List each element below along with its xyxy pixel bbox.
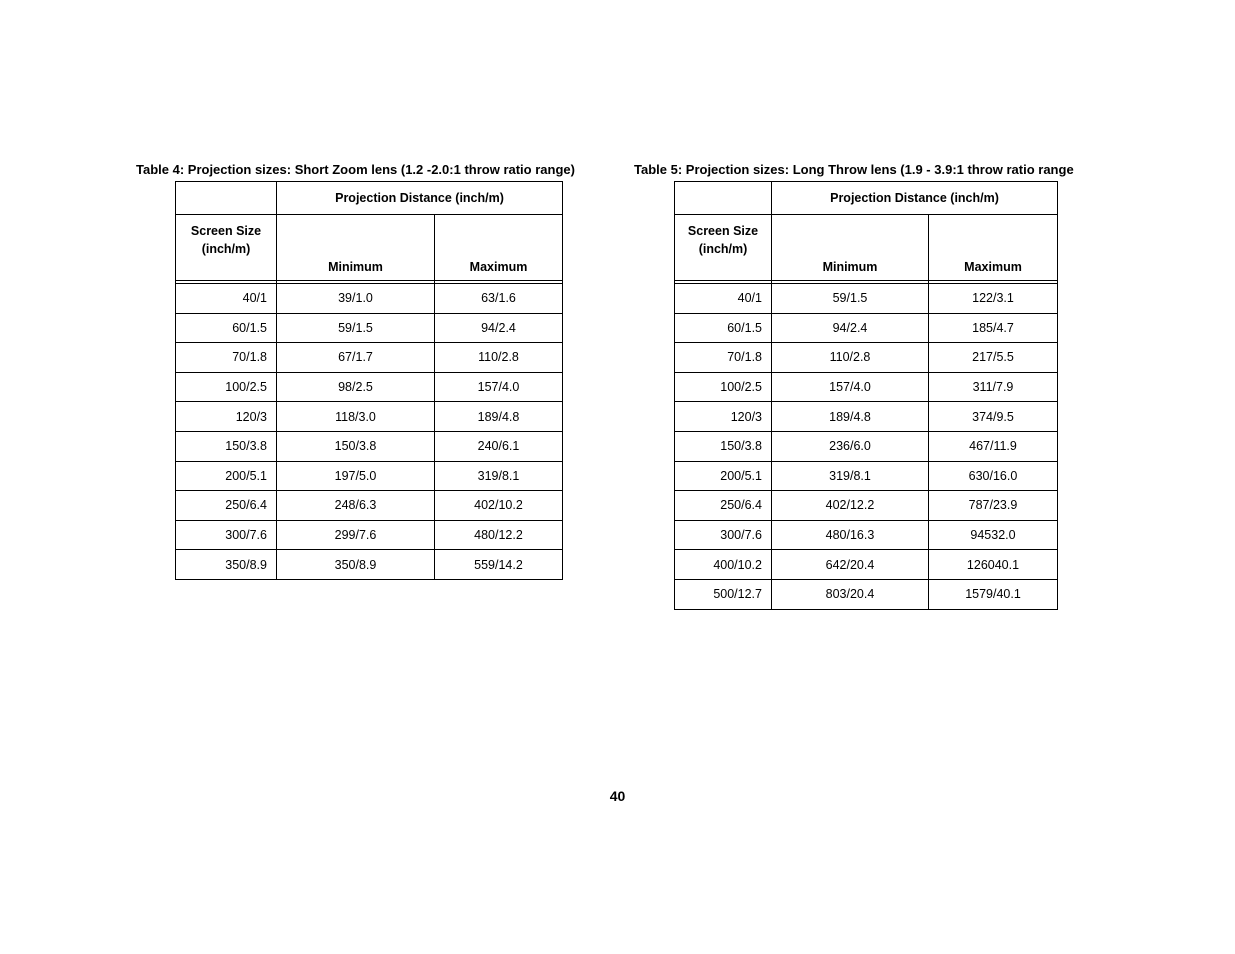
maximum-cell: 126040.1 [929, 550, 1058, 580]
table-row [176, 520, 563, 550]
minimum-cell: 59/1.5 [772, 284, 929, 314]
minimum-cell: 350/8.9 [277, 550, 435, 580]
minimum-header: Minimum [772, 215, 929, 281]
screen-size-cell: 350/8.9 [176, 550, 277, 580]
maximum-cell: 63/1.6 [435, 284, 563, 314]
minimum-cell: 118/3.0 [277, 402, 435, 432]
screen-size-cell: 250/6.4 [176, 491, 277, 521]
maximum-cell: 217/5.5 [929, 343, 1058, 373]
screen-size-cell: 300/7.6 [176, 520, 277, 550]
screen-size-header-line1: Screen Size [190, 224, 262, 238]
table-row [675, 402, 1058, 432]
screen-size-header [176, 215, 277, 281]
screen-size-header-line2: (inch/m) [201, 242, 251, 256]
maximum-cell: 157/4.0 [435, 372, 563, 402]
maximum-cell: 787/23.9 [929, 491, 1058, 521]
table-row [176, 343, 563, 373]
projection-distance-header: Projection Distance (inch/m) [772, 182, 1058, 215]
table-row [675, 491, 1058, 521]
table-row [176, 313, 563, 343]
screen-size-header-line2: (inch/m) [698, 242, 748, 256]
table-row [675, 550, 1058, 580]
table-row [176, 431, 563, 461]
minimum-cell: 39/1.0 [277, 284, 435, 314]
minimum-cell: 299/7.6 [277, 520, 435, 550]
table-row [176, 284, 563, 314]
maximum-cell: 467/11.9 [929, 431, 1058, 461]
table-row [675, 313, 1058, 343]
screen-size-cell: 60/1.5 [176, 313, 277, 343]
minimum-cell: 98/2.5 [277, 372, 435, 402]
minimum-header: Minimum [277, 215, 435, 281]
maximum-cell: 122/3.1 [929, 284, 1058, 314]
maximum-cell: 374/9.5 [929, 402, 1058, 432]
minimum-cell: 319/8.1 [772, 461, 929, 491]
minimum-cell: 236/6.0 [772, 431, 929, 461]
screen-size-cell: 60/1.5 [675, 313, 772, 343]
screen-size-cell: 120/3 [675, 402, 772, 432]
minimum-cell: 157/4.0 [772, 372, 929, 402]
table-4-caption: Table 4: Projection sizes: Short Zoom lens (1.2 -2.0:1 throw ratio range) [136, 162, 575, 177]
table-5-caption: Table 5: Projection sizes: Long Throw lens (1.9 - 3.9:1 throw ratio range [634, 162, 1074, 177]
screen-size-cell: 150/3.8 [675, 431, 772, 461]
maximum-cell: 480/12.2 [435, 520, 563, 550]
screen-size-cell: 70/1.8 [176, 343, 277, 373]
table-row [675, 372, 1058, 402]
minimum-cell: 642/20.4 [772, 550, 929, 580]
screen-size-cell: 40/1 [675, 284, 772, 314]
maximum-cell: 630/16.0 [929, 461, 1058, 491]
screen-size-cell: 200/5.1 [675, 461, 772, 491]
table-row [675, 343, 1058, 373]
screen-size-cell: 300/7.6 [675, 520, 772, 550]
maximum-cell: 189/4.8 [435, 402, 563, 432]
minimum-cell: 197/5.0 [277, 461, 435, 491]
maximum-cell: 185/4.7 [929, 313, 1058, 343]
table-row [675, 579, 1058, 609]
table-row [675, 284, 1058, 314]
page-number: 40 [609, 788, 626, 804]
minimum-cell: 150/3.8 [277, 431, 435, 461]
minimum-cell: 59/1.5 [277, 313, 435, 343]
screen-size-cell: 500/12.7 [675, 579, 772, 609]
table-row [675, 461, 1058, 491]
minimum-cell: 480/16.3 [772, 520, 929, 550]
table-row [675, 431, 1058, 461]
minimum-cell: 803/20.4 [772, 579, 929, 609]
table-row [176, 550, 563, 580]
minimum-cell: 94/2.4 [772, 313, 929, 343]
screen-size-cell: 400/10.2 [675, 550, 772, 580]
screen-size-cell: 70/1.8 [675, 343, 772, 373]
table-row [176, 402, 563, 432]
maximum-cell: 240/6.1 [435, 431, 563, 461]
screen-size-cell: 250/6.4 [675, 491, 772, 521]
header-corner-cell [176, 182, 277, 215]
table-row [176, 461, 563, 491]
maximum-header: Maximum [929, 215, 1058, 281]
table-row [176, 491, 563, 521]
maximum-cell: 110/2.8 [435, 343, 563, 373]
screen-size-header [675, 215, 772, 281]
maximum-cell: 94532.0 [929, 520, 1058, 550]
maximum-cell: 311/7.9 [929, 372, 1058, 402]
minimum-cell: 110/2.8 [772, 343, 929, 373]
header-corner-cell [675, 182, 772, 215]
screen-size-cell: 100/2.5 [176, 372, 277, 402]
minimum-cell: 402/12.2 [772, 491, 929, 521]
table-row [176, 372, 563, 402]
screen-size-cell: 40/1 [176, 284, 277, 314]
maximum-cell: 1579/40.1 [929, 579, 1058, 609]
maximum-cell: 559/14.2 [435, 550, 563, 580]
screen-size-header-line1: Screen Size [687, 224, 759, 238]
screen-size-cell: 120/3 [176, 402, 277, 432]
minimum-cell: 189/4.8 [772, 402, 929, 432]
maximum-header: Maximum [435, 215, 563, 281]
maximum-cell: 402/10.2 [435, 491, 563, 521]
screen-size-cell: 150/3.8 [176, 431, 277, 461]
screen-size-cell: 200/5.1 [176, 461, 277, 491]
maximum-cell: 319/8.1 [435, 461, 563, 491]
long-throw-table [674, 181, 1058, 610]
table-row [675, 520, 1058, 550]
short-zoom-table [175, 181, 563, 580]
projection-distance-header: Projection Distance (inch/m) [277, 182, 563, 215]
maximum-cell: 94/2.4 [435, 313, 563, 343]
screen-size-cell: 100/2.5 [675, 372, 772, 402]
minimum-cell: 248/6.3 [277, 491, 435, 521]
minimum-cell: 67/1.7 [277, 343, 435, 373]
